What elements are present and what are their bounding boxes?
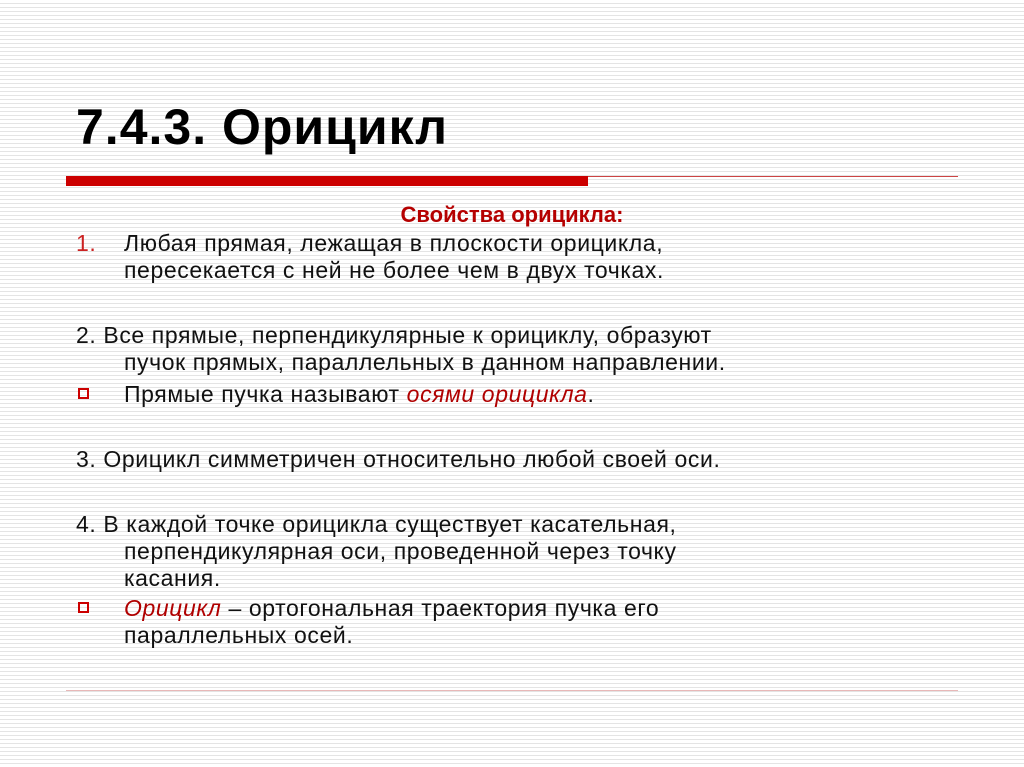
title-underline-red <box>66 176 588 186</box>
hollow-square-bullet-icon <box>78 388 89 399</box>
hollow-square-bullet-icon <box>78 602 89 613</box>
item-1-line-1: Любая прямая, лежащая в плоскости орицикла, <box>124 230 664 256</box>
bullet-1-text <box>124 381 595 408</box>
item-1-line-2: пересекается с ней не более чем в двух точках. <box>124 257 664 283</box>
item-4-line-1: 4. В каждой точке орицикла существует касательная, <box>76 511 677 537</box>
item-4-line-2: перпендикулярная оси, проведенной через точку <box>124 538 677 564</box>
bullet-1-text-before: Прямые пучка называют <box>124 381 407 407</box>
item-3-line-1: 3. Орицикл симметричен относительно любой своей оси. <box>76 446 721 472</box>
item-4-line-3: касания. <box>124 565 221 591</box>
bullet-2-line-2: параллельных осей. <box>124 622 354 648</box>
bullet-1-emphasis: осями орицикла <box>406 381 588 407</box>
section-subtitle: Свойства орицикла: <box>400 202 624 227</box>
title-underline-thin <box>588 176 958 177</box>
bullet-2-line-1 <box>124 595 659 622</box>
bullet-2-line-1-rest: – ортогональная траектория пучка его <box>221 595 660 621</box>
footer-divider <box>66 690 958 691</box>
slide-title: 7.4.3. Орицикл <box>76 99 449 155</box>
item-2-line-1: 2. Все прямые, перпендикулярные к орициклу, образуют <box>76 322 712 348</box>
item-2-line-2: пучок прямых, параллельных в данном направлении. <box>124 349 726 375</box>
bullet-1-text-after: . <box>587 381 595 407</box>
bullet-2-emphasis: Орицикл <box>124 595 222 621</box>
item-1-number: 1. <box>76 230 97 256</box>
